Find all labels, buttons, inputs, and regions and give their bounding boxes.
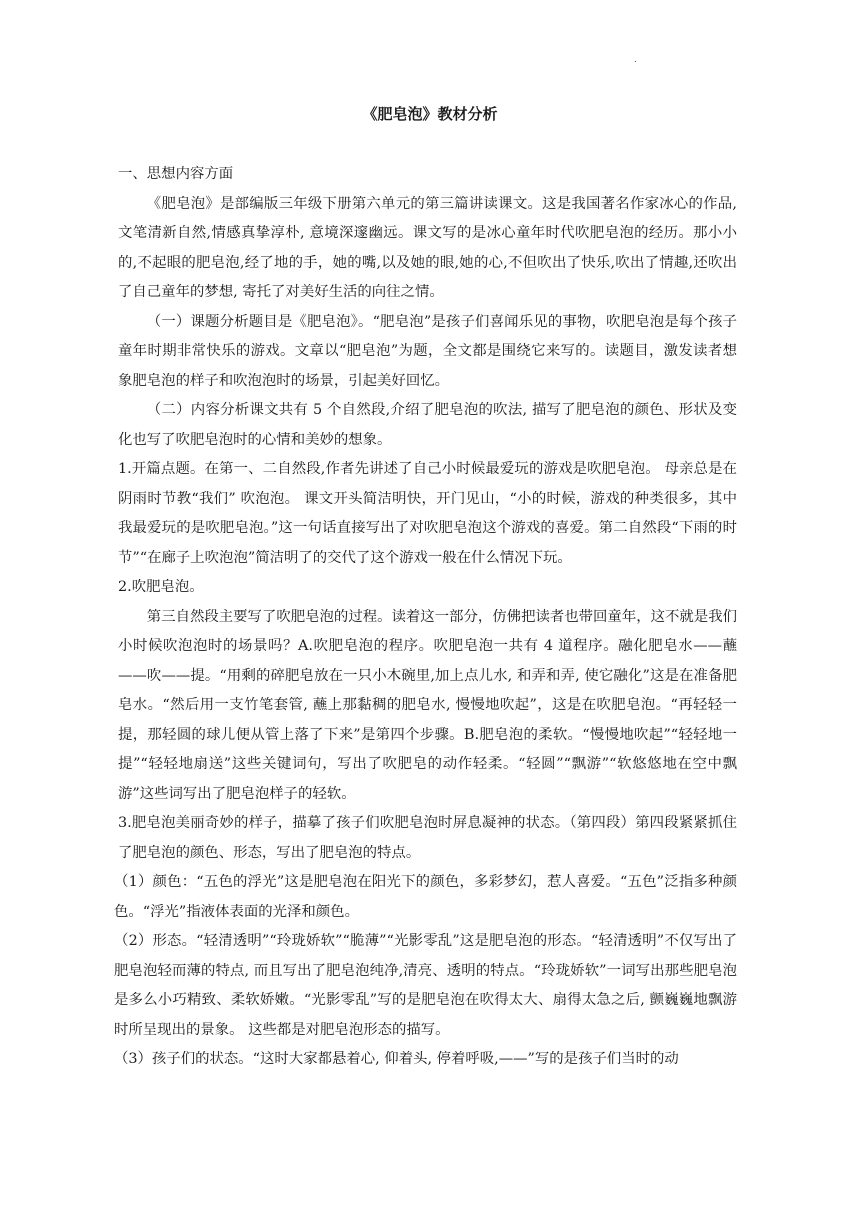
paragraph: （2）形态。“轻清透明”“玲珑娇软”“脆薄”“光影零乱”这是肥皂泡的形态。“轻清透明”不仅写出了肥皂泡轻而薄的特点, 而且写出了肥皂泡纯净,清亮、透明的特点。“玲珑娇软”一词写出那些肥皂泡是多么小巧精致、柔软娇嫩。“光影零乱”写的是肥皂泡在吹得太大、扇得太急之后, 颤巍巍地飘游时所呈现出的景象。 这些都是对肥皂泡形态的描写。 bbox=[114, 933, 737, 1038]
paragraph: 《肥皂泡》是部编版三年级下册第六单元的第三篇讲读课文。这是我国著名作家冰心的作品, 文笔清新自然,情感真挚淳朴, 意境深邃幽远。课文写的是冰心童年时代吹肥皂泡的经历。那小小的,不起眼的肥皂泡,经了地的手，她的嘴,以及她的眼,她的心,不但吹出了快乐,吹出了情趣,还吹出了自己童年的梦想, 寄托了对美好生活的向往之情。 bbox=[118, 195, 737, 300]
document-body bbox=[114, 160, 737, 1075]
paragraph: （二）内容分析课文共有 5 个自然段,介绍了肥皂泡的吹法, 描写了肥皂泡的颜色、形状及变化也写了吹肥皂泡时的心情和美妙的想象。 bbox=[118, 402, 737, 448]
paragraph: 1.开篇点题。在第一、二自然段,作者先讲述了自己小时候最爱玩的游戏是吹肥皂泡。 母亲总是在阴雨时节教“我们” 吹泡泡。 课文开头简洁明快，开门见山，“小的时候，游戏的种类很多，其中我最爱玩的是吹肥皂泡。”这一句话直接写出了对吹肥皂泡这个游戏的喜爱。第二自然段“下雨的时节”“在廊子上吹泡泡”简洁明了的交代了这个游戏一般在什么情况下玩。 bbox=[118, 461, 737, 566]
header-mark: . bbox=[634, 55, 637, 65]
paragraph: 3.肥皂泡美丽奇妙的样子，描摹了孩子们吹肥皂泡时屏息凝神的状态。（第四段）第四段紧紧抓住了肥皂泡的颜色、形态，写出了肥皂泡的特点。 bbox=[118, 815, 737, 861]
paragraph: （1）颜色：“五色的浮光”这是肥皂泡在阳光下的颜色，多彩梦幻，惹人喜爱。“五色”泛指多种颜色。“浮光”指液体表面的光泽和颜色。 bbox=[114, 874, 737, 920]
paragraph: （一）课题分析题目是《肥皂泡》。“肥皂泡”是孩子们喜闻乐见的事物，吹肥皂泡是每个孩子童年时期非常快乐的游戏。文章以“肥皂泡”为题，全文都是围绕它来写的。读题目，激发读者想象肥皂泡的样子和吹泡泡时的场景，引起美好回忆。 bbox=[118, 313, 737, 389]
section-heading: 一、思想内容方面 bbox=[118, 166, 234, 182]
subheading: 2.吹肥皂泡。 bbox=[118, 579, 204, 595]
document-title: 《肥皂泡》教材分析 bbox=[362, 105, 498, 123]
paragraph: 第三自然段主要写了吹肥皂泡的过程。读着这一部分，仿佛把读者也带回童年，这不就是我们小时候吹泡泡时的场景吗？A.吹肥皂泡的程序。吹肥皂泡一共有 4 道程序。融化肥皂水——蘸——吹——提。“用剩的碎肥皂放在一只小木碗里,加上点儿水, 和弄和弄, 使它融化”这是在准备肥皂水。“然后用一支竹笔套管, 蘸上那黏稠的肥皂水, 慢慢地吹起”，这是在吹肥皂泡。“再轻轻一提，那轻圆的球儿便从管上落了下来”是第四个步骤。B.肥皂泡的柔软。“慢慢地吹起”“轻轻地一提”“轻轻地扇送”这些关键词句，写出了吹肥皂的动作轻柔。“轻圆”“飘游”“软悠悠地在空中飘游”这些词写出了肥皂泡样子的轻软。 bbox=[118, 608, 737, 802]
paragraph: （3）孩子们的状态。“这时大家都悬着心, 仰着头, 停着呼吸,——”写的是孩子们当时的动 bbox=[114, 1051, 679, 1067]
